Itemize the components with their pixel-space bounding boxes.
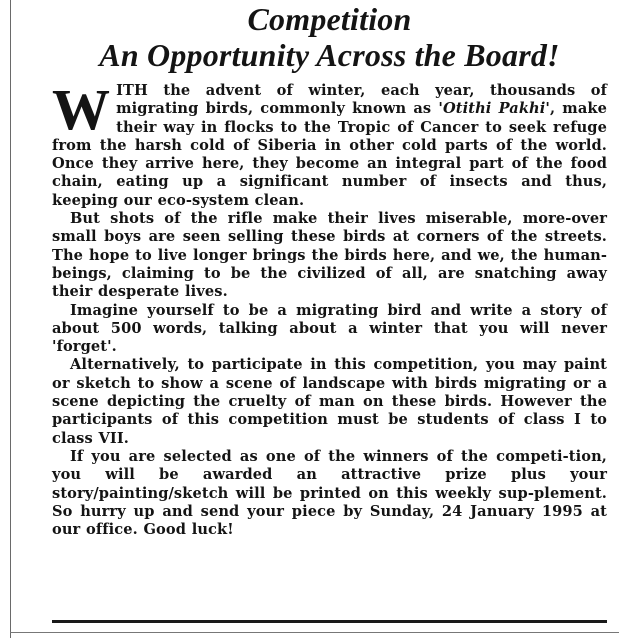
paragraph-3: Imagine yourself to be a migrating bird and write a story of about 500 words, talking about a winter that you will never 'forget'. bbox=[52, 301, 607, 356]
paragraph-1 bbox=[52, 77, 607, 210]
paragraph-5: If you are selected as one of the winners of the competi-tion, you will be awarded an attractive prize plus your story/painting/sketch will be printed on this weekly sup-plement. So hurry up and send your piece by Sunday, 24 January 1995 at our office. Good luck! bbox=[52, 447, 607, 539]
paragraph-1-text-b: , make their way in flocks to the Tropic of Cancer to seek refuge from the harsh cold of Siberia in other cold parts of the world. Once they arrive here, they become an integral part of the food chain, eating up a significant number of insects and thus, keeping our eco-system clean. bbox=[52, 100, 607, 209]
paragraph-4: Alternatively, to participate in this competition, you may paint or sketch to show a scene of landscape with birds migrating or a scene depicting the cruelty of man on these birds. However the participants of this competition must be students of class I to class VII. bbox=[52, 356, 607, 447]
drop-cap: W bbox=[52, 77, 111, 142]
paragraph-2: But shots of the rifle make their lives miserable, more-over small boys are seen selling these birds at corners of the streets. The hope to live longer brings the birds here, and we, the human-beings, claiming to be the civilized of all, are snatching away their desperate lives. bbox=[52, 210, 607, 301]
headline-line-1: Competition bbox=[247, 1, 412, 37]
left-column-rule bbox=[10, 0, 11, 638]
headline bbox=[52, 0, 607, 73]
article-body bbox=[52, 77, 607, 539]
paragraph-1-italic: 'Otithi Pakhi' bbox=[438, 100, 550, 118]
bottom-rule-thin bbox=[10, 632, 619, 633]
paragraph-1-text-a: ITH the advent of winter, each year, thousands of migrating birds, commonly known as bbox=[116, 82, 607, 118]
bottom-rule-thick bbox=[52, 620, 607, 623]
headline-line-2: An Opportunity Across the Board! bbox=[99, 37, 560, 73]
